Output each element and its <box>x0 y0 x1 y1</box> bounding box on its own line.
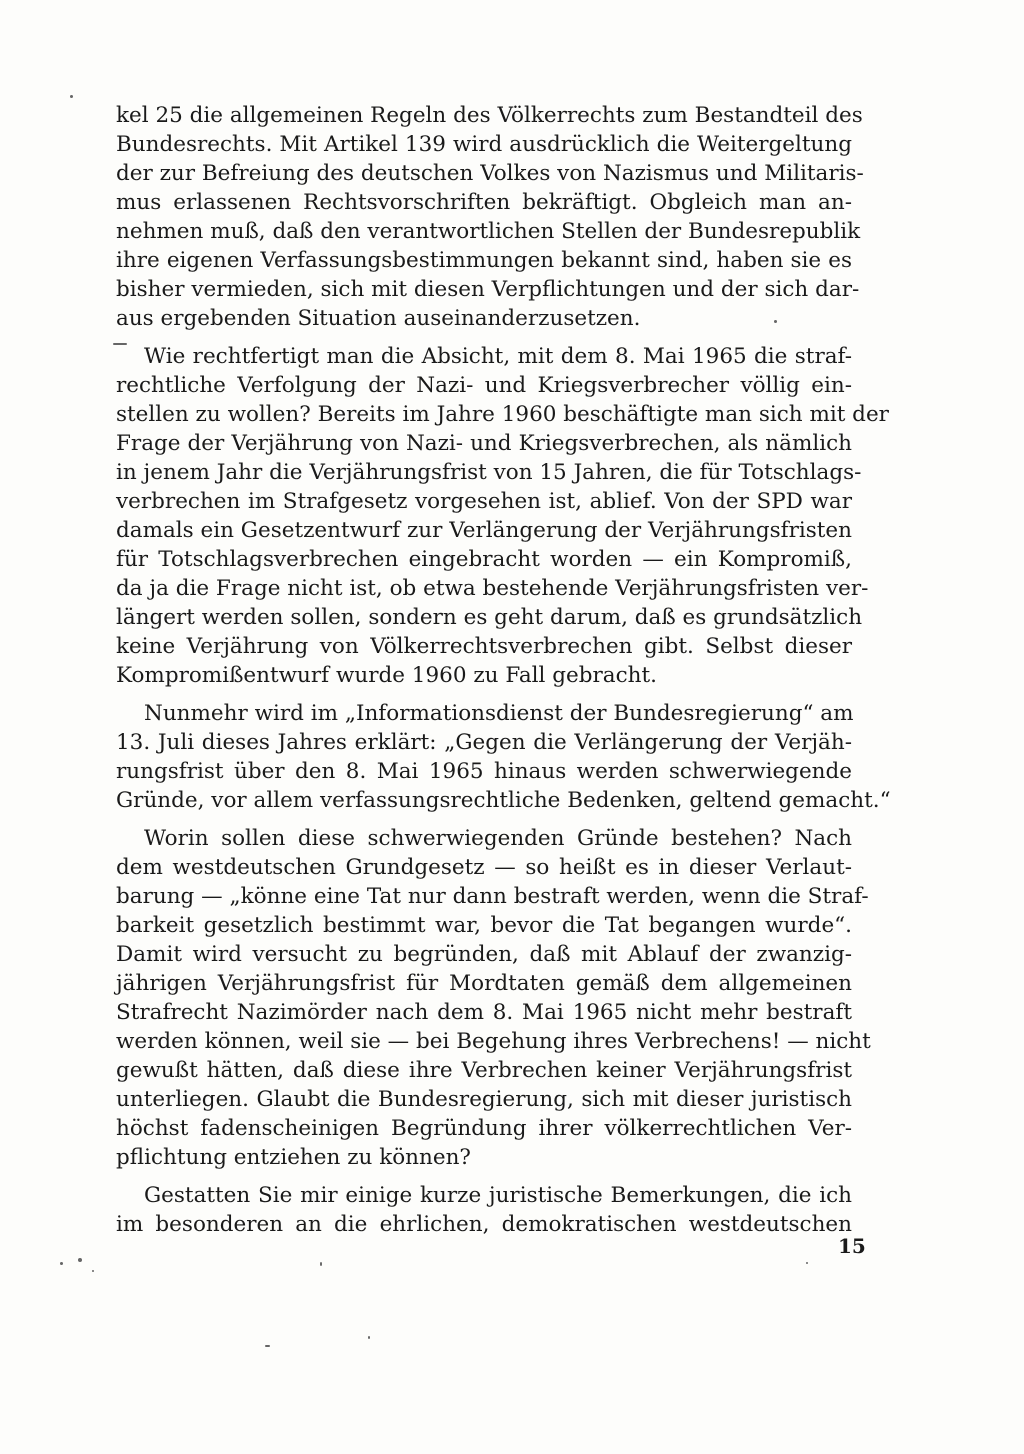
text-line: der zur Befreiung des deutschen Volkes von Nazismus und Militaris- <box>116 161 864 186</box>
text-line: im besonderen an die ehrlichen, demokratischen westdeutschen <box>116 1212 852 1237</box>
text-line: höchst fadenscheinigen Begründung ihrer völkerrechtlichen Ver- <box>116 1116 852 1141</box>
text-line: bisher vermieden, sich mit diesen Verpflichtungen und der sich dar- <box>116 277 860 302</box>
text-line: gewußt hätten, daß diese ihre Verbrechen keiner Verjährungsfrist <box>116 1058 852 1083</box>
scan-speck <box>92 1270 94 1272</box>
text-line: jährigen Verjährungsfrist für Mordtaten gemäß dem allgemeinen <box>116 971 852 996</box>
text-line: Nunmehr wird im „Informationsdienst der Bundesregierung“ am <box>144 701 854 726</box>
scan-speck <box>113 343 127 345</box>
text-line: werden können, weil sie — bei Begehung ihres Verbrechens! — nicht <box>116 1029 871 1054</box>
scan-speck <box>806 1262 808 1264</box>
scan-speck <box>774 320 777 323</box>
text-line: längert werden sollen, sondern es geht darum, daß es grundsätzlich <box>116 605 863 630</box>
text-line: aus ergebenden Situation auseinanderzusetzen. <box>116 306 641 331</box>
text-line: rechtliche Verfolgung der Nazi- und Kriegsverbrecher völlig ein- <box>116 373 852 398</box>
text-line: 13. Juli dieses Jahres erklärt: „Gegen die Verlängerung der Verjäh- <box>116 730 852 755</box>
text-line: Strafrecht Nazimörder nach dem 8. Mai 1965 nicht mehr bestraft <box>116 1000 852 1025</box>
text-line: dem westdeutschen Grundgesetz — so heißt es in dieser Verlaut- <box>116 855 852 880</box>
text-line: mus erlassenen Rechtsvorschriften bekräftigt. Obgleich man an- <box>116 190 852 215</box>
text-line: Gestatten Sie mir einige kurze juristische Bemerkungen, die ich <box>144 1183 852 1208</box>
text-line: Frage der Verjährung von Nazi- und Kriegsverbrechen, als nämlich <box>116 431 852 456</box>
text-line: Kompromißentwurf wurde 1960 zu Fall gebracht. <box>116 663 657 688</box>
text-line: nehmen muß, daß den verantwortlichen Stellen der Bundesrepublik <box>116 219 861 244</box>
text-line: da ja die Frage nicht ist, ob etwa bestehende Verjährungsfristen ver- <box>116 576 869 601</box>
paragraph-2 <box>116 342 889 690</box>
text-line: Worin sollen diese schwerwiegenden Gründe bestehen? Nach <box>144 826 852 851</box>
text-line: ihre eigenen Verfassungsbestimmungen bekannt sind, haben sie es <box>116 248 852 273</box>
scan-speck <box>60 1262 63 1265</box>
text-line: barung — „könne eine Tat nur dann bestraft werden, wenn die Straf- <box>116 884 869 909</box>
text-line: kel 25 die allgemeinen Regeln des Völkerrechts zum Bestandteil des <box>116 103 863 128</box>
text-line: pflichtung entziehen zu können? <box>116 1145 471 1170</box>
scan-speck <box>368 1336 370 1339</box>
scan-speck <box>265 1345 270 1347</box>
paragraph-4 <box>116 824 871 1172</box>
text-line: rungsfrist über den 8. Mai 1965 hinaus werden schwerwiegende <box>116 759 852 784</box>
text-line: Bundesrechts. Mit Artikel 139 wird ausdrücklich die Weitergeltung <box>116 132 852 157</box>
scan-speck <box>320 1262 322 1266</box>
scan-speck <box>78 1258 82 1262</box>
text-line: Damit wird versucht zu begründen, daß mit Ablauf der zwanzig- <box>116 942 852 967</box>
text-line: keine Verjährung von Völkerrechtsverbrechen gibt. Selbst dieser <box>116 634 852 659</box>
text-line: für Totschlagsverbrechen eingebracht worden — ein Kompromiß, <box>116 547 852 572</box>
paragraph-5 <box>116 1181 852 1239</box>
paragraph-3 <box>116 699 891 815</box>
text-line: damals ein Gesetzentwurf zur Verlängerung der Verjährungsfristen <box>116 518 853 543</box>
text-line: barkeit gesetzlich bestimmt war, bevor die Tat begangen wurde“. <box>116 913 852 938</box>
scan-speck <box>70 95 73 98</box>
text-line: Gründe, vor allem verfassungsrechtliche Bedenken, geltend gemacht.“ <box>116 788 891 813</box>
text-line: in jenem Jahr die Verjährungsfrist von 15 Jahren, die für Totschlags- <box>116 460 862 485</box>
text-line: unterliegen. Glaubt die Bundesregierung, sich mit dieser juristisch <box>116 1087 852 1112</box>
text-line: verbrechen im Strafgesetz vorgesehen ist, ablief. Von der SPD war <box>116 489 852 514</box>
text-line: Wie rechtfertigt man die Absicht, mit dem 8. Mai 1965 die straf- <box>144 344 852 369</box>
body-text <box>116 101 891 1239</box>
paragraph-1 <box>116 101 864 333</box>
text-line: stellen zu wollen? Bereits im Jahre 1960 beschäftigte man sich mit der <box>116 402 889 427</box>
page-number: 15 <box>838 1234 866 1258</box>
